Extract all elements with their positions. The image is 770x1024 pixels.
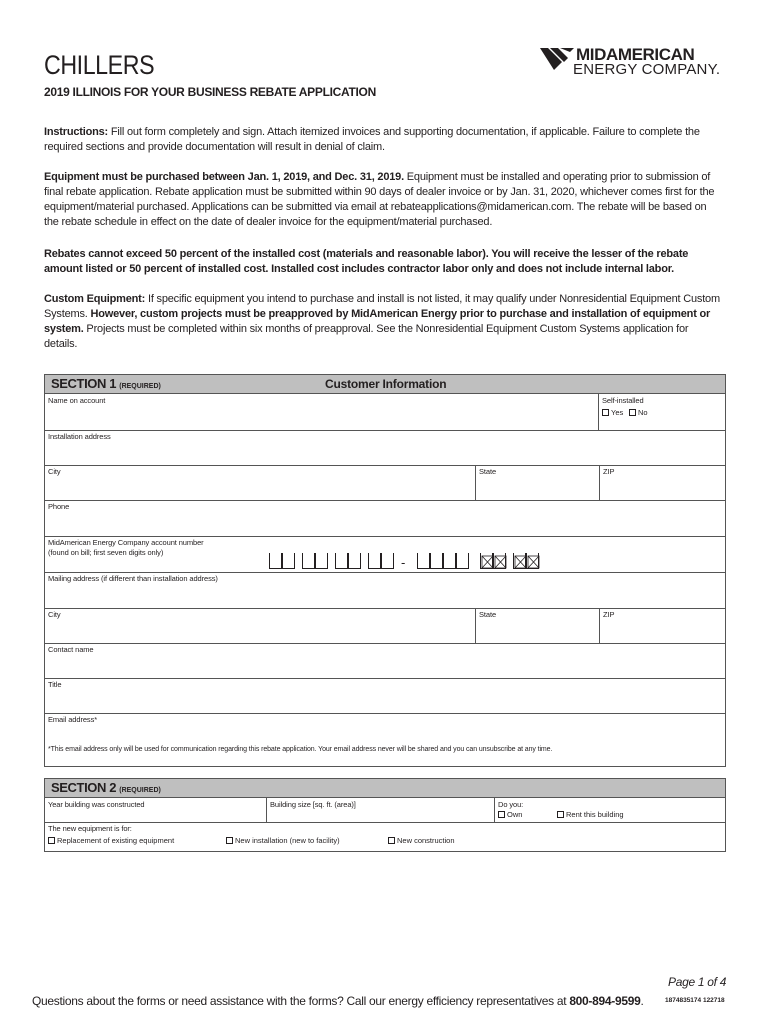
section-1-label: SECTION 1 (REQUIRED) [51, 376, 161, 391]
zip-label: ZIP [603, 467, 615, 476]
new-installation-checkbox[interactable] [226, 837, 233, 844]
email-note: *This email address only will be used for communication regarding this rebate application. Your email address never will be shared and you can unsubscribe at any time. [48, 746, 553, 753]
city-label: City [48, 467, 61, 476]
building-size-label: Building size [sq. ft. (area)] [270, 800, 356, 809]
self-installed-cell [598, 394, 726, 430]
replacement-checkbox[interactable] [48, 837, 55, 844]
account-blocked-box [526, 553, 539, 569]
footer-phone: 800-894-9599 [569, 994, 641, 1008]
row-name-on-account [45, 394, 725, 431]
account-number-dash: - [401, 555, 406, 570]
mailing-city-field[interactable] [45, 608, 475, 643]
section-2 [44, 778, 726, 852]
account-digit-box[interactable] [335, 553, 348, 569]
self-installed-no-option[interactable]: No [629, 408, 648, 417]
state-field[interactable] [475, 465, 600, 500]
cross-icon [527, 553, 540, 569]
account-digit-box[interactable] [368, 553, 381, 569]
account-digit-box[interactable] [443, 553, 456, 569]
account-digit-box[interactable] [417, 553, 430, 569]
self-installed-yes-option[interactable]: Yes [602, 408, 623, 417]
name-on-account-field[interactable] [45, 394, 598, 430]
account-digit-box[interactable] [315, 553, 328, 569]
new-construction-checkbox[interactable] [388, 837, 395, 844]
rent-checkbox[interactable] [557, 811, 564, 818]
mailing-address-label: Mailing address (if different than installation address) [48, 574, 218, 583]
row-building-info [45, 798, 725, 823]
rebate-limit-paragraph [44, 247, 724, 277]
custom-bold: However, custom projects must be preapproved by MidAmerican Energy prior to purchase and installation of equipment or system. [44, 308, 711, 335]
rebate-limit-bold: Rebates cannot exceed 50 percent of the installed cost (materials and reasonable labor). You will receive the lesser of the rebate amount listed or 50 percent of installed cost. Installed cost includes contractor labor only and does not include internal labor. [44, 248, 689, 275]
own-option[interactable]: Own [498, 810, 522, 819]
contact-name-label: Contact name [48, 645, 94, 654]
rent-option[interactable]: Rent this building [557, 810, 624, 819]
logo-mark-icon [540, 46, 574, 76]
row-email[interactable] [45, 713, 725, 765]
new-construction-option[interactable]: New construction [388, 836, 455, 845]
row-phone[interactable] [45, 500, 725, 537]
section-2-label: SECTION 2 (REQUIRED) [51, 780, 161, 795]
account-digit-box[interactable] [282, 553, 295, 569]
mailing-state-label: State [479, 610, 497, 619]
account-digit-box[interactable] [381, 553, 394, 569]
form-title: CHILLERS [44, 50, 155, 80]
row-equipment-purpose [45, 822, 725, 850]
row-contact-name[interactable] [45, 643, 725, 679]
mailing-state-field[interactable] [475, 608, 600, 643]
self-installed-label: Self-installed [602, 396, 644, 405]
yes-checkbox[interactable] [602, 409, 609, 416]
section-1-required: (REQUIRED) [119, 383, 161, 390]
own-checkbox[interactable] [498, 811, 505, 818]
logo-text-line1: MIDAMERICAN [576, 45, 695, 64]
mailing-zip-field[interactable] [599, 608, 726, 643]
account-digit-box[interactable] [269, 553, 282, 569]
instructions-text: Fill out form completely and sign. Attach itemized invoices and supporting documentation, if applicable. Failure to complete the required sections and provide documentation will result in denial of claim. [44, 126, 700, 153]
purchase-text: Equipment must be installed and operating prior to submission of final rebate application. Rebate application must be submitted within 90 days of dealer invoice or by Jan. 31, 2020, whichever comes first for the equipment/material purchased. Applications can be submitted via email at rebateapplications@midamerican.com. The rebate will be based on the rebate schedule in effect on the date of dealer invoice for the equipment/material purchased. [44, 171, 715, 228]
page-number: Page 1 of 4 [668, 975, 727, 989]
instructions-paragraph [44, 125, 724, 155]
year-built-field[interactable] [45, 798, 266, 822]
section-1-customer-information [44, 374, 726, 767]
form-subtitle: 2019 ILLINOIS FOR YOUR BUSINESS REBATE APPLICATION [44, 85, 376, 99]
new-installation-option[interactable]: New installation (new to facility) [226, 836, 340, 845]
account-digit-box[interactable] [456, 553, 469, 569]
section-2-required: (REQUIRED) [119, 787, 161, 794]
row-mailing-address[interactable] [45, 572, 725, 609]
state-label: State [479, 467, 497, 476]
company-logo [540, 46, 730, 78]
no-checkbox[interactable] [629, 409, 636, 416]
row-account-number [45, 536, 725, 573]
building-size-field[interactable] [266, 798, 495, 822]
email-label: Email address* [48, 715, 98, 724]
name-on-account-label: Name on account [48, 396, 106, 405]
purchase-bold: Equipment must be purchased between Jan. 1, 2019, and Dec. 31, 2019. [44, 171, 404, 183]
logo-text-line2: ENERGY COMPANY. [573, 61, 721, 78]
mailing-city-label: City [48, 610, 61, 619]
year-built-label: Year building was constructed [48, 800, 145, 809]
title-label: Title [48, 680, 62, 689]
section-2-header [45, 779, 725, 798]
new-equipment-for-label: The new equipment is for: [48, 824, 132, 833]
section-1-title: Customer Information [325, 377, 447, 391]
custom-label: Custom Equipment: [44, 293, 146, 305]
purchase-paragraph [44, 170, 724, 230]
installation-address-label: Installation address [48, 432, 111, 441]
section-1-header [45, 375, 725, 394]
row-installation-address[interactable] [45, 430, 725, 466]
account-blocked-box [480, 553, 493, 569]
account-number-label: MidAmerican Energy Company account number [48, 538, 204, 547]
row-title[interactable] [45, 678, 725, 714]
row-mailing-city-state-zip [45, 608, 725, 644]
account-digit-box[interactable] [430, 553, 443, 569]
account-blocked-box [493, 553, 506, 569]
account-blocked-box [513, 553, 526, 569]
custom-equipment-paragraph [44, 292, 724, 352]
account-digit-box[interactable] [302, 553, 315, 569]
mailing-zip-label: ZIP [603, 610, 615, 619]
ownership-cell [494, 798, 726, 822]
footer-question: Questions about the forms or need assistance with the forms? Call our energy efficiency representatives at 800-894-9599. [32, 994, 644, 1008]
do-you-label: Do you: [498, 800, 524, 809]
instructions-label: Instructions: [44, 126, 109, 138]
row-city-state-zip [45, 465, 725, 501]
cross-icon [494, 553, 507, 569]
form-code: 1874835174 122718 [665, 997, 725, 1004]
zip-field[interactable] [599, 465, 726, 500]
custom-text1: If specific equipment you intend to purchase and install is not listed, it may qualify under Nonresidential Equipment Custom Systems. [44, 293, 720, 320]
account-number-hint: (found on bill; first seven digits only) [48, 548, 164, 557]
phone-label: Phone [48, 502, 70, 511]
account-digit-box[interactable] [348, 553, 361, 569]
city-field[interactable] [45, 465, 475, 500]
replacement-option[interactable]: Replacement of existing equipment [48, 836, 174, 845]
custom-text2: Projects must be completed within six months of preapproval. See the Nonresidential Equipment Custom Systems application for details. [44, 323, 689, 350]
